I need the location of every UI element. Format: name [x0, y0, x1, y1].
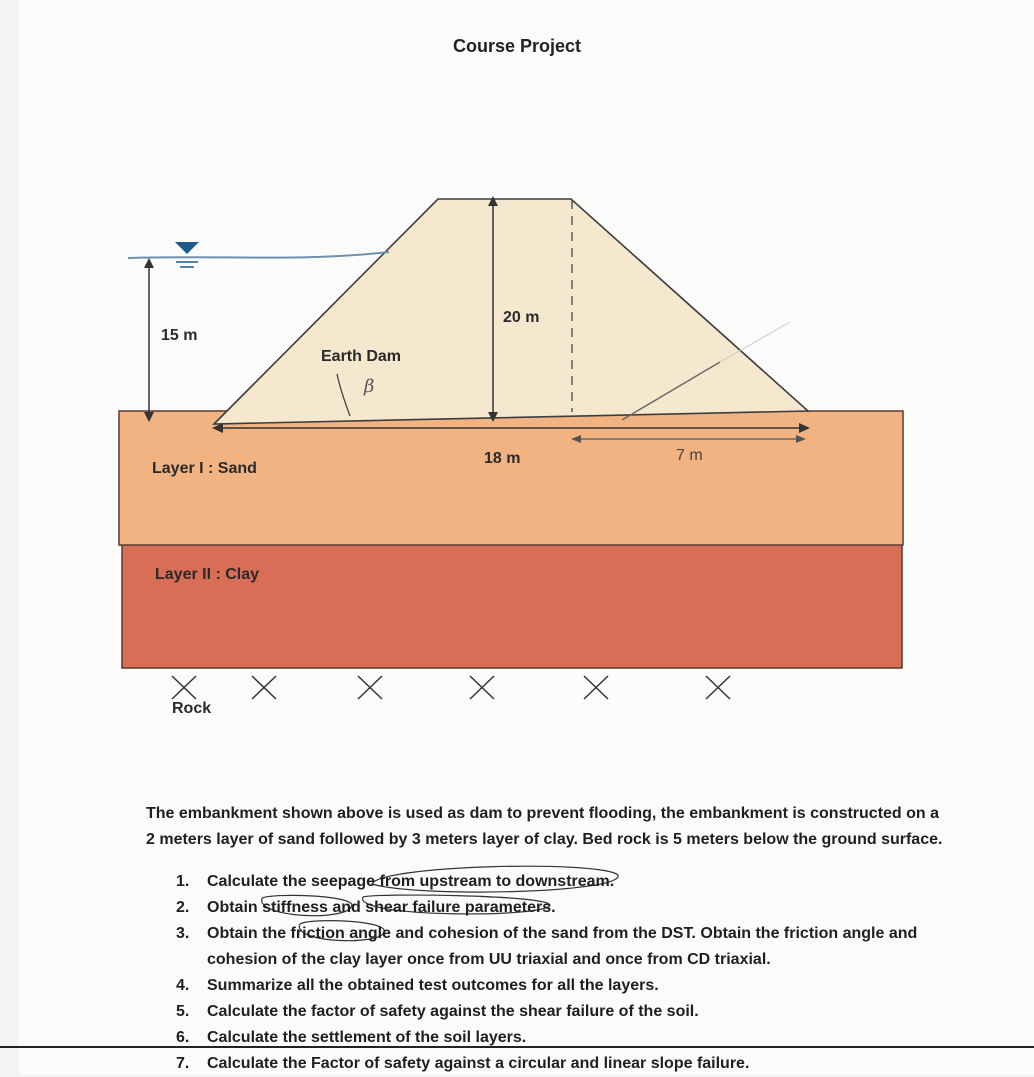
list-item: 4. Summarize all the obtained test outcomes for all the layers. — [176, 977, 659, 994]
list-item: 5. Calculate the factor of safety against the shear failure of the soil. — [176, 1003, 699, 1020]
list-item: 3. Obtain the friction angle and cohesion of the sand from the DST. Obtain the friction angle and cohesion of the clay layer once from UU triaxial and once from CD triaxial. — [176, 925, 918, 968]
water-level-marker — [175, 242, 199, 254]
offset-label: 7 m — [676, 447, 703, 464]
layer1-label: Layer I : Sand — [152, 460, 257, 477]
list-item: 2. Obtain stiffness and shear failure parameters. — [176, 899, 556, 916]
clay-layer — [122, 543, 902, 668]
dam-height-label: 20 m — [503, 309, 540, 326]
rock-symbols — [172, 676, 730, 699]
list-item: 1. Calculate the seepage from upstream to downstream. — [176, 873, 615, 890]
sand-layer — [119, 411, 903, 545]
task-list — [176, 869, 936, 1077]
page-title: Course Project — [452, 36, 582, 56]
rock-label: Rock — [172, 700, 212, 717]
beta-symbol: β — [364, 376, 375, 397]
description-paragraph: The embankment shown above is used as dam to prevent flooding, the embankment is constructed on a 2 meters layer of sand followed by 3 meters layer of clay. Bed rock is 5 meters below the ground surface. — [146, 805, 943, 848]
water-surface — [128, 252, 389, 258]
water-depth-label: 15 m — [161, 327, 198, 344]
base-width-label: 18 m — [484, 450, 521, 467]
list-item: 6. Calculate the settlement of the soil layers. — [176, 1029, 527, 1046]
layer2-label: Layer II : Clay — [155, 566, 260, 583]
list-item: 7. Calculate the Factor of safety against a circular and linear slope failure. — [176, 1055, 750, 1072]
arrowhead-up-icon — [144, 258, 154, 268]
dam-label: Earth Dam — [321, 348, 402, 365]
